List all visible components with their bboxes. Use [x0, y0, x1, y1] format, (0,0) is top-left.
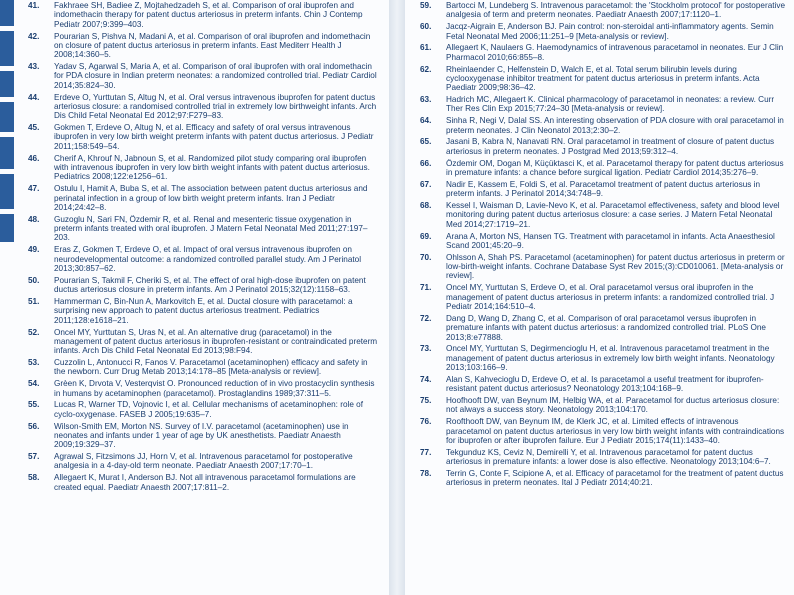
reference-number: 77.: [420, 447, 432, 457]
reference-text: Jasani B, Kabra N, Nanavati RN. Oral paracetamol in treatment of closure of patent ductus arteriosus in preterm neonates. J Postgrad Med 2013;59:312–4.: [446, 137, 775, 156]
reference-number: 42.: [28, 31, 40, 41]
reference-item: [28, 215, 380, 243]
reference-number: 56.: [28, 421, 40, 431]
reference-number: 41.: [28, 1, 40, 10]
reference-item: [28, 379, 380, 398]
reference-list-left: [28, 1, 380, 495]
reference-number: 76.: [420, 417, 432, 427]
reference-number: 72.: [420, 313, 432, 323]
reference-text: Erdeve O, Yurttutan S, Altug N, et al. Oral versus intravenous ibuprofen for patent ductus arteriosus closure: a randomised controlled trial in extremely low birthweight infants. Arch Dis Child Fetal Neonatal Ed 2012;97:F279–83.: [54, 92, 377, 121]
reference-item: [420, 137, 785, 156]
reference-item: [420, 1, 785, 20]
reference-text: Özdemir OM, Dogan M, Küçüktasci K, et al. Paracetamol therapy for patent ductus arteriosus in premature infants: a chance before surgical ligation. Pediatr Cardiol 2014;35:276–9.: [446, 158, 784, 177]
reference-text: Terrin G, Conte F, Scipione A, et al. Efficacy of paracetamol for the treatment of patent ductus arteriosus in preterm neonates. Ital J Pediatr 2014;40:21.: [446, 468, 784, 488]
reference-item: [28, 400, 380, 419]
reference-item: [420, 396, 785, 415]
reference-text: Rheinlaender C, Helfenstein D, Walch E, et al. Total serum bilirubin levels during cyclooxygenase inhibitor treatment for patent ductus arteriosus in preterm infants. Acta Paediatr 2009;98:36–42.: [446, 64, 760, 93]
reference-number: 51.: [28, 296, 40, 306]
reference-number: 43.: [28, 62, 40, 72]
reference-item: [420, 65, 785, 93]
reference-item: [28, 422, 380, 450]
reference-number: 62.: [420, 64, 432, 74]
reference-number: 57.: [28, 452, 40, 462]
reference-item: [420, 159, 785, 178]
reference-text: Nadir E, Kassem E, Foldi S, et al. Paracetamol treatment of patent ductus arteriosus in preterm infants. J Perinatol 2014;34:748–9.: [446, 179, 760, 199]
reference-number: 70.: [420, 252, 432, 262]
reference-item: [28, 154, 380, 182]
reference-text: Grèen K, Drvota V, Vesterqvist O. Pronounced reduction of in vivo prostacyclin synthesis in humans by acetaminophen (paracetamol). Prostaglandins 1989;37:311–5.: [54, 379, 375, 398]
reference-text: Ohlsson A, Shah PS. Paracetamol (acetaminophen) for patent ductus arteriosus in preterm or low-birth-weight infants. Cochrane Database Syst Rev 2015;(3):CD010061. [Meta-analysis or review].: [446, 252, 785, 281]
reference-text: Ostulu I, Hamit A, Buba S, et al. The association between patent ductus arteriosus and perinatal infection in a group of low birth weight preterm infants. Iran J Pediatr 2014;24:42–8.: [54, 184, 368, 212]
reference-item: [28, 297, 380, 325]
reference-item: [420, 201, 785, 229]
reference-item: [28, 328, 380, 356]
book-gutter: [389, 0, 405, 595]
reference-number: 74.: [420, 374, 432, 384]
reference-text: Oncel MY, Yurttutan S, Erdeve O, et al. Oral paracetamol versus oral ibuprofen in the management of patent ductus arteriosus in preterm infants: a randomized controlled trial. J Pediatr 2014;164:510–4.: [446, 283, 775, 311]
reference-number: 52.: [28, 327, 40, 337]
reference-number: 69.: [420, 231, 432, 241]
reference-text: Hammerman C, Bin-Nun A, Markovitch E, et al. Ductal closure with paracetamol: a surprising new approach to patent ductus arteriosus treatment. Pediatrics 2011;128:e1618–21.: [54, 296, 353, 325]
reference-item: [28, 473, 380, 492]
reference-number: 49.: [28, 245, 40, 255]
reference-text: Allegaert K, Naulaers G. Haemodynamics of intravenous paracetamol in neonates. Eur J Clin Pharmacol 2010;66:855–8.: [446, 43, 784, 62]
reference-number: 63.: [420, 95, 432, 105]
reference-text: Sinha R, Negi V, Dalal SS. An interesting observation of PDA closure with oral paracetamol in preterm neonates. J Clin Neonatol 2013;2:30–2.: [446, 116, 784, 135]
reference-item: [28, 452, 380, 471]
page-edge-tab: [0, 102, 14, 132]
reference-number: 67.: [420, 179, 432, 189]
reference-number: 47.: [28, 184, 40, 194]
reference-item: [420, 253, 785, 281]
page-edge-tab: [0, 0, 14, 26]
reference-text: Allegaert K, Murat I, Anderson BJ. Not all intravenous paracetamol formulations are created equal. Paediatr Anaesth 2007;17:811–2.: [54, 473, 356, 492]
reference-item: [420, 116, 785, 135]
reference-item: [28, 245, 380, 273]
reference-text: Agrawal S, Fitzsimons JJ, Horn V, et al. Intravenous paracetamol for postoperative analgesia in a 4-day-old term neonate. Paediatr Anaesth 2007;17:70–1.: [54, 452, 353, 471]
reference-number: 48.: [28, 214, 40, 224]
right-page: [405, 0, 794, 595]
reference-item: [420, 344, 785, 372]
reference-item: [420, 43, 785, 62]
reference-number: 58.: [28, 473, 40, 483]
reference-item: [28, 358, 380, 377]
reference-text: Pourarian S, Pishva N, Madani A, et al. Comparison of oral ibuprofen and indomethacin on closure of patent ductus arteriosus in preterm infants. East Mediterr Health J 2008;14:360–5.: [54, 31, 371, 60]
reference-text: Hoofhooft DW, van Beynum IM, Helbig WA, et al. Paracetamol for ductus arteriosus closure: not always a success story. Neonatology 2013;104:170.: [446, 396, 780, 415]
reference-number: 55.: [28, 400, 40, 410]
reference-number: 60.: [420, 22, 432, 32]
page-edge-tab: [0, 214, 14, 242]
reference-text: Alan S, Kahvecioglu D, Erdeve O, et al. Is paracetamol a useful treatment for ibuprofen-resistant patent ductus arteriosus? Neonatology 2013;104:168–9.: [446, 374, 764, 394]
reference-text: Gokmen T, Erdeve O, Altug N, et al. Efficacy and safety of oral versus intravenous ibuprofen in very low birth weight preterm infants with patent ductus arteriosus. J Pediatr 2011;158:549–54.: [54, 123, 374, 151]
page-edge-tab: [0, 71, 14, 97]
reference-number: 54.: [28, 379, 40, 389]
reference-number: 78.: [420, 468, 432, 478]
reference-text: Dang D, Wang D, Zhang C, et al. Comparison of oral paracetamol versus ibuprofen in premature infants with patent ductus arteriosus: a randomized controlled trial. PLoS One 2013;8:e77888.: [446, 313, 766, 342]
reference-number: 46.: [28, 153, 40, 163]
reference-number: 50.: [28, 275, 40, 285]
reference-number: 59.: [420, 1, 432, 10]
reference-item: [28, 276, 380, 295]
reference-text: Kessel I, Waisman D, Lavie-Nevo K, et al. Paracetamol effectiveness, safety and blood level monitoring during patent ductus arteriosus closure: a case series. J Matern Fetal Neonatal Med 2014;27:1719–21.: [446, 201, 780, 229]
reference-item: [420, 22, 785, 41]
reference-text: Cherif A, Khrouf N, Jabnoun S, et al. Randomized pilot study comparing oral ibuprofen with intravenous ibuprofen in very low birth weight infants with patent ductus arteriosus. Pediatrics 2008;122:e1256–61.: [54, 153, 370, 182]
reference-number: 44.: [28, 92, 40, 102]
reference-text: Cuzzolin L, Antonucci R, Fanos V. Paracetamol (acetaminophen) efficacy and safety in the newborn. Curr Drug Metab 2013;14:178–85 [Meta-analysis or review].: [54, 358, 368, 377]
reference-item: [420, 232, 785, 251]
reference-number: 66.: [420, 158, 432, 168]
reference-text: Guzoglu N, Sari FN, Özdemir R, et al. Renal and mesenteric tissue oxygenation in preterm infants treated with oral ibuprofen. J Matern Fetal Neonatal Med 2011;27:197–203.: [54, 214, 368, 243]
reference-number: 53.: [28, 358, 40, 368]
reference-number: 45.: [28, 123, 40, 133]
reference-item: [420, 283, 785, 311]
reference-text: Roofthooft DW, van Beynum IM, de Klerk JC, et al. Limited effects of intravenous paracetamol on patent ductus arteriosus in very low birth weight infants with contraindications for ibuprofen or after ibuprofen failure. Eur J Pediatr 2015;174(11):1433–40.: [446, 417, 785, 445]
reference-item: [420, 180, 785, 199]
reference-item: [420, 95, 785, 114]
reference-item: [420, 448, 785, 467]
reference-item: [28, 184, 380, 212]
reference-item: [420, 314, 785, 342]
reference-text: Lucas R, Warner TD, Vojnovic I, et al. Cellular mechanisms of acetaminophen: role of cyclo-oxygenase. FASEB J 2005;19:635–7.: [54, 400, 363, 419]
reference-text: Hadrich MC, Allegaert K. Clinical pharmacology of paracetamol in neonates: a review. Curr Ther Res Clin Exp 2015;77:24–30 [Meta-analysis or review].: [446, 95, 775, 114]
reference-text: Wilson-Smith EM, Morton NS. Survey of I.V. paracetamol (acetaminophen) use in neonates and infants under 1 year of age by UK anesthetists. Paediatr Anaesth 2009;19:329–37.: [54, 421, 349, 450]
reference-text: Eras Z, Gokmen T, Erdeve O, et al. Impact of oral versus intravenous ibuprofen on neurodevelopmental outcome: a randomized controlled parallel study. Am J Perinatol 2013;30:857–62.: [54, 245, 362, 273]
reference-list-right: [420, 1, 785, 490]
reference-item: [28, 32, 380, 60]
reference-item: [28, 62, 380, 90]
reference-number: 61.: [420, 43, 432, 53]
reference-text: Fakhraee SH, Badiee Z, Mojtahedzadeh S, et al. Comparison of oral ibuprofen and indomethacin therapy for patent ductus arteriosus in preterm infants. Chin J Contemp Pediatr 2007;9:399–403.: [54, 1, 363, 29]
left-page: [0, 0, 389, 595]
page-edge-tab: [0, 174, 14, 209]
reference-item: [420, 469, 785, 488]
reference-text: Bartocci M, Lundeberg S. Intravenous paracetamol: the 'Stockholm protocol' for postoperative analgesia of term and preterm neonates. Paediatr Anaesth 2007;17:1120–1.: [446, 1, 785, 20]
reference-text: Jacqz-Aigrain E, Anderson BJ. Pain control: non-steroidal anti-inflammatory agents. Semin Fetal Neonatal Med 2006;11:251–9 [Meta-analysis or review].: [446, 22, 774, 41]
reference-number: 64.: [420, 116, 432, 126]
reference-number: 73.: [420, 344, 432, 354]
reference-item: [28, 123, 380, 151]
page-edge-tab: [0, 137, 14, 169]
reference-text: Pourarian S, Takmil F, Cheriki S, et al. The effect of oral high-dose ibuprofen on patent ductus arteriosus closure in preterm infants. Am J Perinatol 2015;32(12):1158–63.: [54, 275, 366, 295]
reference-item: [28, 1, 380, 29]
reference-item: [420, 417, 785, 445]
reference-text: Tekgunduz KS, Ceviz N, Demirelli Y, et al. Intravenous paracetamol for patent ductus arteriosus in premature infants: a lower dose is also effective. Neonatology 2013;104:6–7.: [446, 447, 771, 467]
reference-item: [28, 93, 380, 121]
reference-item: [420, 375, 785, 394]
reference-text: Yadav S, Agarwal S, Maria A, et al. Comparison of oral ibuprofen with oral indomethacin for PDA closure in Indian preterm neonates: a randomized controlled trial. Pediatr Cardiol 2014;35:824–30.: [54, 62, 377, 90]
reference-text: Oncel MY, Yurttutan S, Uras N, et al. An alternative drug (paracetamol) in the management of patent ductus arteriosus in ibuprofen-resistant or contraindicated preterm infants. Arch Dis Child Fetal Neonatal Ed 2013;98:F94.: [54, 327, 378, 356]
reference-number: 68.: [420, 201, 432, 211]
reference-number: 75.: [420, 396, 432, 406]
reference-number: 65.: [420, 137, 432, 147]
reference-text: Arana A, Morton NS, Hansen TG. Treatment with paracetamol in infants. Acta Anaesthesiol Scand 2001;45:20–9.: [446, 231, 775, 250]
reference-text: Oncel MY, Yurttutan S, Degirmencioglu H, et al. Intravenous paracetamol treatment in the management of patent ductus arteriosus in extremely low birth weight infants. Neonatology 2013;103:166–9.: [446, 344, 775, 373]
page-edge-tab: [0, 31, 14, 66]
reference-number: 71.: [420, 283, 432, 293]
